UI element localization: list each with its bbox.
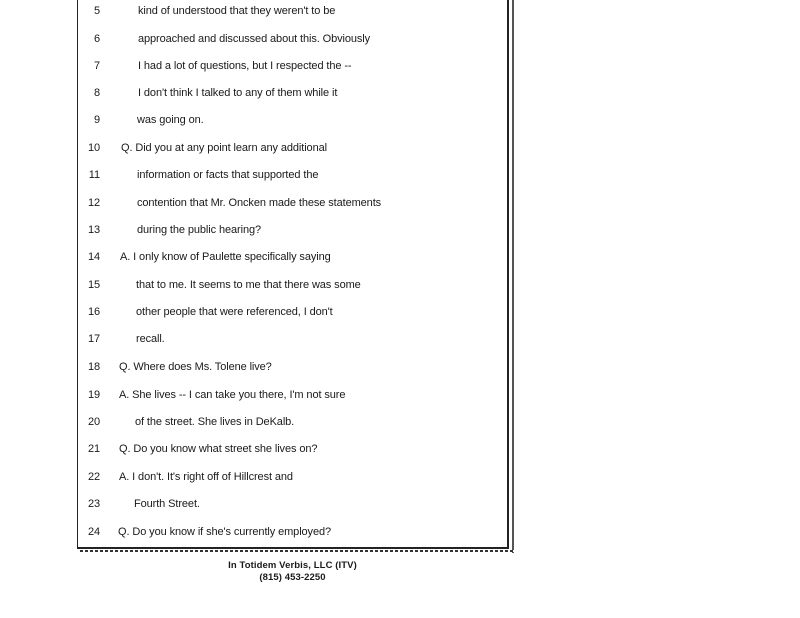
line-text: Q. Where does Ms. Tolene live? <box>119 361 272 373</box>
line-text: A. I only know of Paulette specifically saying <box>120 251 331 263</box>
footer-company: In Totidem Verbis, LLC (ITV) <box>228 560 357 571</box>
line-text: Q. Do you know what street she lives on? <box>119 443 318 455</box>
line-number: 5 <box>93 5 100 17</box>
line-number: 14 <box>87 251 100 263</box>
line-number: 11 <box>88 169 100 181</box>
line-number: 23 <box>87 498 100 510</box>
line-text: information or facts that supported the <box>137 169 319 181</box>
line-number: 13 <box>87 224 100 236</box>
line-number: 9 <box>93 114 100 126</box>
line-text: A. She lives -- I can take you there, I'm not sure <box>119 389 346 401</box>
page-edge-right <box>512 0 514 553</box>
line-text: I don't think I talked to any of them while it <box>138 87 338 99</box>
line-number: 17 <box>87 333 100 345</box>
line-number: 16 <box>87 306 100 318</box>
line-number: 22 <box>87 471 100 483</box>
line-number: 7 <box>93 60 100 72</box>
line-number: 8 <box>93 87 100 99</box>
footer-phone: (815) 453-2250 <box>259 572 326 583</box>
line-text: contention that Mr. Oncken made these statements <box>137 197 382 209</box>
line-text: kind of understood that they weren't to be <box>138 5 336 17</box>
page-edge-bottom <box>80 550 514 552</box>
line-number: 18 <box>87 361 100 373</box>
line-number: 6 <box>93 33 100 45</box>
line-number: 19 <box>87 389 100 401</box>
line-text: Q. Did you at any point learn any additional <box>121 142 327 154</box>
line-text: Fourth Street. <box>134 498 200 510</box>
line-text: of the street. She lives in DeKalb. <box>135 416 295 428</box>
line-number: 12 <box>87 197 100 209</box>
line-text: A. I don't. It's right off of Hillcrest and <box>119 471 293 483</box>
line-text: was going on. <box>137 114 204 126</box>
line-text: during the public hearing? <box>137 224 261 236</box>
line-number: 10 <box>87 142 100 154</box>
line-number: 21 <box>87 443 100 455</box>
line-number: 20 <box>87 416 100 428</box>
line-text: other people that were referenced, I don't <box>136 306 333 318</box>
line-text: I had a lot of questions, but I respected the -- <box>138 60 352 72</box>
transcript-page <box>77 0 509 549</box>
line-text: that to me. It seems to me that there was some <box>136 279 361 291</box>
line-number: 24 <box>87 526 100 538</box>
line-text: approached and discussed about this. Obviously <box>138 33 371 45</box>
line-number: 15 <box>87 279 100 291</box>
line-text: recall. <box>136 333 165 345</box>
line-text: Q. Do you know if she's currently employed? <box>118 526 332 538</box>
